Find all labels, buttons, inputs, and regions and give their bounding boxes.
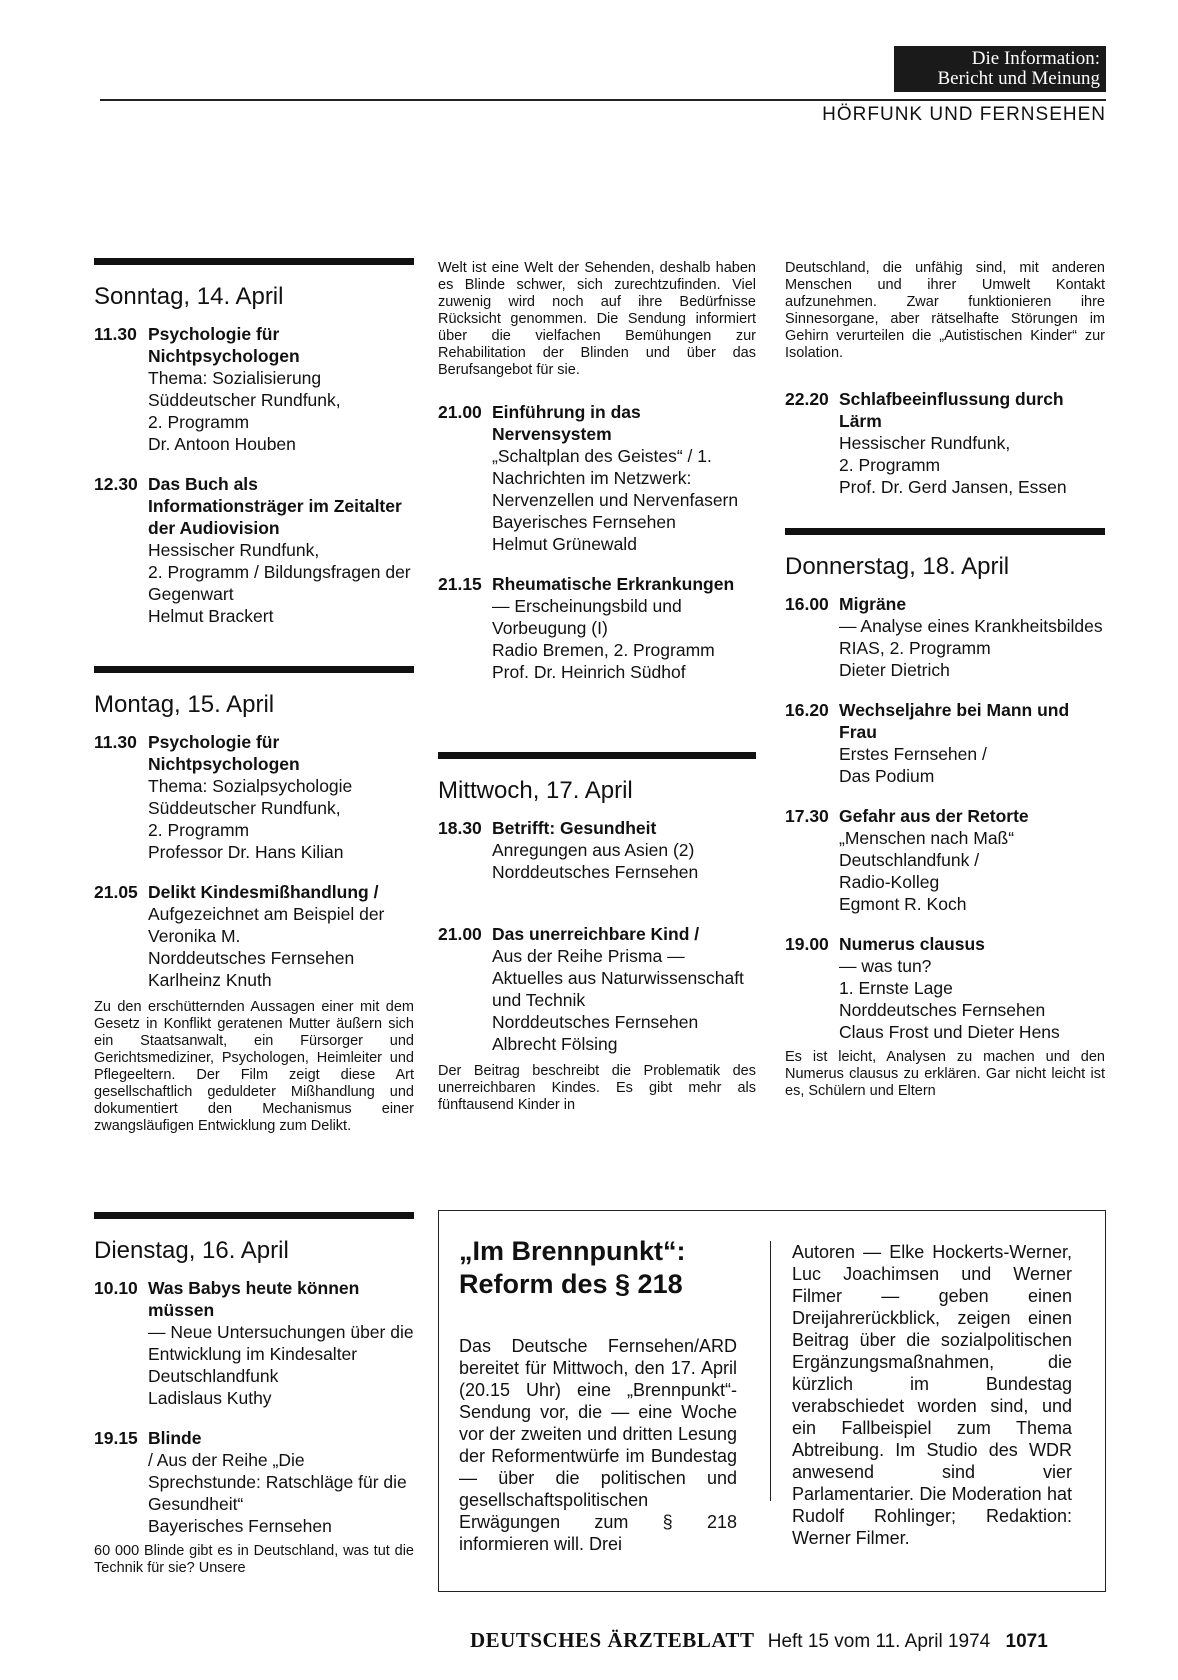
entry-line: — Neue Untersuchungen über die Entwicklung im Kindesalter	[148, 1322, 414, 1364]
section-badge	[894, 46, 1106, 92]
entry-line: — Erscheinungsbild und Vorbeugung (I)	[492, 596, 682, 638]
day-title: Montag, 15. April	[94, 691, 275, 718]
entry-title: Psychologie für Nichtpsychologen	[148, 324, 300, 366]
day-tuesday	[94, 1212, 414, 1577]
entry-line: Norddeutsches Fernsehen	[492, 862, 699, 882]
entry-line: 2. Programm	[839, 455, 941, 475]
column-2-continuation	[438, 260, 756, 701]
entry-line: Das Podium	[839, 766, 935, 786]
day-title: Sonntag, 14. April	[94, 283, 284, 310]
entry-title: Delikt Kindesmißhandlung /	[148, 882, 379, 902]
entry-title: Numerus clausus	[839, 934, 985, 954]
day-sunday	[94, 258, 414, 645]
program-entry	[94, 1277, 414, 1409]
entry-line: Aufgezeichnet am Beispiel der Veronika M.	[148, 904, 385, 946]
entry-line: Helmut Brackert	[148, 606, 274, 626]
entry-time: 17.30	[785, 806, 829, 826]
program-entry	[94, 731, 414, 863]
program-entry	[785, 805, 1105, 915]
day-title: Dienstag, 16. April	[94, 1237, 289, 1264]
program-entry	[94, 473, 414, 627]
entry-line: Prof. Dr. Heinrich Südhof	[492, 662, 686, 682]
entry-time: 12.30	[94, 474, 138, 494]
entry-time: 16.00	[785, 594, 829, 614]
entry-line: Anregungen aus Asien (2)	[492, 840, 695, 860]
entry-title: Schlafbeeinflussung durch Lärm	[839, 389, 1064, 431]
entry-title: Was Babys heute können müssen	[148, 1278, 360, 1320]
day-title: Donnerstag, 18. April	[785, 553, 1010, 580]
entry-line: Dr. Antoon Houben	[148, 434, 296, 454]
entry-line: Thema: Sozialisierung	[148, 368, 322, 388]
program-note: Zu den erschütternden Aussagen einer mit dem Gesetz in Konflikt geratenen Mutter äußern sich ein Staatsanwalt, ein Fürsorger und Gerichtsmediziner, Psychologen, Heimleiter und Pflegeeltern. Der Film zeigt diese Art gesellschaftlich geduldeter Mißhandlung und dokumentiert den Mechanismus einer zwangsläufigen Entwicklung zum Delikt.	[94, 999, 414, 1134]
column-3-continuation	[785, 260, 1105, 516]
entry-line: Norddeutsches Fernsehen	[148, 948, 355, 968]
article-headline-line1: „Im Brennpunkt“:	[459, 1236, 686, 1266]
entry-title: Einführung in das Nervensystem	[492, 402, 641, 444]
program-note: Welt ist eine Welt der Sehenden, deshalb haben es Blinde schwer, sich zurechtzufinden. Viel zuwenig wird noch auf ihre Bedürfnisse Rücksicht genommen. Die Sendung informiert über die vielfachen Bemühungen zur Rehabilitation der Blinden und über das Berufsangebot für sie.	[438, 260, 756, 378]
entry-line: Radio Bremen, 2. Programm	[492, 640, 715, 660]
entry-line: Bayerisches Fernsehen	[148, 1516, 332, 1536]
section-badge-line2: Bericht und Meinung	[937, 68, 1100, 89]
entry-time: 21.00	[438, 924, 482, 944]
entry-line: Karlheinz Knuth	[148, 970, 272, 990]
program-entry	[94, 1427, 414, 1537]
entry-line: Albrecht Fölsing	[492, 1034, 618, 1054]
program-entry	[438, 817, 756, 883]
entry-time: 22.20	[785, 389, 829, 409]
page-footer	[470, 1628, 1106, 1653]
entry-line: Helmut Grünewald	[492, 534, 637, 554]
day-thursday	[785, 528, 1105, 1100]
entry-time: 19.15	[94, 1428, 138, 1448]
issue-info: Heft 15 vom 11. April 1974	[767, 1631, 991, 1652]
day-monday	[94, 666, 414, 1135]
entry-line: Norddeutsches Fernsehen	[492, 1012, 699, 1032]
day-title: Mittwoch, 17. April	[438, 777, 633, 804]
article-headline	[459, 1235, 759, 1301]
entry-line: Norddeutsches Fernsehen	[839, 1000, 1046, 1020]
day-wednesday	[438, 752, 756, 1114]
entry-title: Das unerreichbare Kind /	[492, 924, 700, 944]
entry-title: Gefahr aus der Retorte	[839, 806, 1029, 826]
journal-name: DEUTSCHES ÄRZTEBLATT	[470, 1628, 755, 1652]
entry-line: „Menschen nach Maß“	[839, 828, 1015, 848]
section-label: HÖRFUNK UND FERNSEHEN	[822, 104, 1106, 125]
section-badge-line1: Die Information:	[971, 48, 1100, 69]
program-note: Deutschland, die unfähig sind, mit anderen Menschen und ihrer Umwelt Kontakt aufzunehmen. Zwar funktionieren ihre Sinnesorgane, aber rätselhafte Störungen im Gehirn verurteilen die „Autistischen Kinder“ zur Isolation.	[785, 260, 1105, 361]
entry-line: „Schaltplan des Geistes“ / 1. Nachrichten im Netzwerk: Nervenzellen und Nervenfasern	[492, 446, 739, 510]
entry-line: Hessischer Rundfunk,	[148, 540, 320, 560]
day-rule	[785, 528, 1105, 535]
entry-line: Hessischer Rundfunk,	[839, 433, 1011, 453]
entry-time: 18.30	[438, 818, 482, 838]
program-note: Es ist leicht, Analysen zu machen und den Numerus clausus zu erklären. Gar nicht leicht ist es, Schülern und Eltern	[785, 1049, 1105, 1099]
entry-line: — Analyse eines Krankheitsbildes	[839, 616, 1103, 636]
entry-time: 21.05	[94, 882, 138, 902]
header-rule	[100, 99, 1106, 101]
entry-line: Radio-Kolleg	[839, 872, 940, 892]
entry-title: Blinde	[148, 1428, 202, 1448]
entry-line: Deutschlandfunk	[148, 1366, 279, 1386]
program-entry	[94, 323, 414, 455]
page-number: 1071	[1005, 1631, 1048, 1652]
entry-line: Bayerisches Fernsehen	[492, 512, 676, 532]
article-column-divider	[770, 1241, 771, 1501]
entry-title: Migräne	[839, 594, 907, 614]
article-text-column-2: Autoren — Elke Hockerts-Werner, Luc Joachimsen und Werner Filmer — geben einen Dreijahrerückblick, zeigen einen Beitrag über die sozialpolitischen Ergänzungsmaßnahmen, die kürzlich im Bundestag verabschiedet worden sind, und ein Fallbeispiel zum Thema Abtreibung. Im Studio des WDR anwesend sind vier Parlamentarier. Die Moderation hat Rudolf Rohlinger; Redaktion: Werner Filmer.	[792, 1242, 1072, 1548]
program-entry	[785, 388, 1105, 498]
program-entry	[438, 573, 756, 683]
program-entry	[438, 923, 756, 1055]
entry-line: Prof. Dr. Gerd Jansen, Essen	[839, 477, 1067, 497]
entry-line: Professor Dr. Hans Kilian	[148, 842, 344, 862]
program-entry	[785, 593, 1105, 681]
entry-line: Süddeutscher Rundfunk,	[148, 798, 341, 818]
entry-line: — was tun?	[839, 956, 932, 976]
entry-line: Claus Frost und Dieter Hens	[839, 1022, 1060, 1042]
program-entry	[438, 401, 756, 555]
program-entry	[785, 699, 1105, 787]
day-rule	[438, 752, 756, 759]
article-headline-line2: Reform des § 218	[459, 1269, 683, 1299]
entry-line: Süddeutscher Rundfunk,	[148, 390, 341, 410]
entry-title: Wechseljahre bei Mann und Frau	[839, 700, 1070, 742]
entry-line: Egmont R. Koch	[839, 894, 967, 914]
entry-line: 2. Programm	[148, 820, 250, 840]
entry-line: 2. Programm / Bildungsfragen der Gegenwart	[148, 562, 411, 604]
entry-time: 10.10	[94, 1278, 138, 1298]
entry-title: Rheumatische Erkrankungen	[492, 574, 735, 594]
entry-line: RIAS, 2. Programm	[839, 638, 991, 658]
entry-time: 11.30	[94, 732, 137, 752]
entry-title: Betrifft: Gesundheit	[492, 818, 657, 838]
entry-line: Deutschlandfunk /	[839, 850, 980, 870]
day-rule	[94, 258, 414, 265]
brennpunkt-article-box	[438, 1210, 1106, 1592]
article-text-column-1: Das Deutsche Fernsehen/ARD bereitet für Mittwoch, den 17. April (20.15 Uhr) eine „Brennpunkt“-Sendung vor, die — eine Woche vor der zweiten und dritten Lesung der Reformentwürfe im Bundestag — über die politischen und gesellschaftspolitischen Erwägungen zum § 218 informieren will. Drei	[459, 1336, 737, 1554]
program-entry	[94, 881, 414, 991]
entry-time: 21.15	[438, 574, 482, 594]
day-rule	[94, 1212, 414, 1219]
program-note: 60 000 Blinde gibt es in Deutschland, was tut die Technik für sie? Unsere	[94, 1543, 414, 1576]
entry-line: Thema: Sozialpsychologie	[148, 776, 353, 796]
entry-line: / Aus der Reihe „Die Sprechstunde: Ratschläge für die Gesundheit“	[148, 1450, 407, 1514]
entry-line: 1. Ernste Lage	[839, 978, 953, 998]
program-note: Der Beitrag beschreibt die Problematik des unerreichbaren Kindes. Es gibt mehr als fünftausend Kinder in	[438, 1063, 756, 1113]
entry-time: 19.00	[785, 934, 829, 954]
entry-line: Ladislaus Kuthy	[148, 1388, 272, 1408]
entry-line: Dieter Dietrich	[839, 660, 950, 680]
entry-time: 11.30	[94, 324, 137, 344]
program-entry	[785, 933, 1105, 1043]
entry-line: Aus der Reihe Prisma — Aktuelles aus Naturwissenschaft und Technik	[492, 946, 744, 1010]
entry-line: Erstes Fernsehen /	[839, 744, 987, 764]
day-rule	[94, 666, 414, 673]
entry-time: 21.00	[438, 402, 482, 422]
entry-title: Psychologie für Nichtpsychologen	[148, 732, 300, 774]
entry-title: Das Buch als Informationsträger im Zeitalter der Audiovision	[148, 474, 402, 538]
entry-line: 2. Programm	[148, 412, 250, 432]
entry-time: 16.20	[785, 700, 829, 720]
